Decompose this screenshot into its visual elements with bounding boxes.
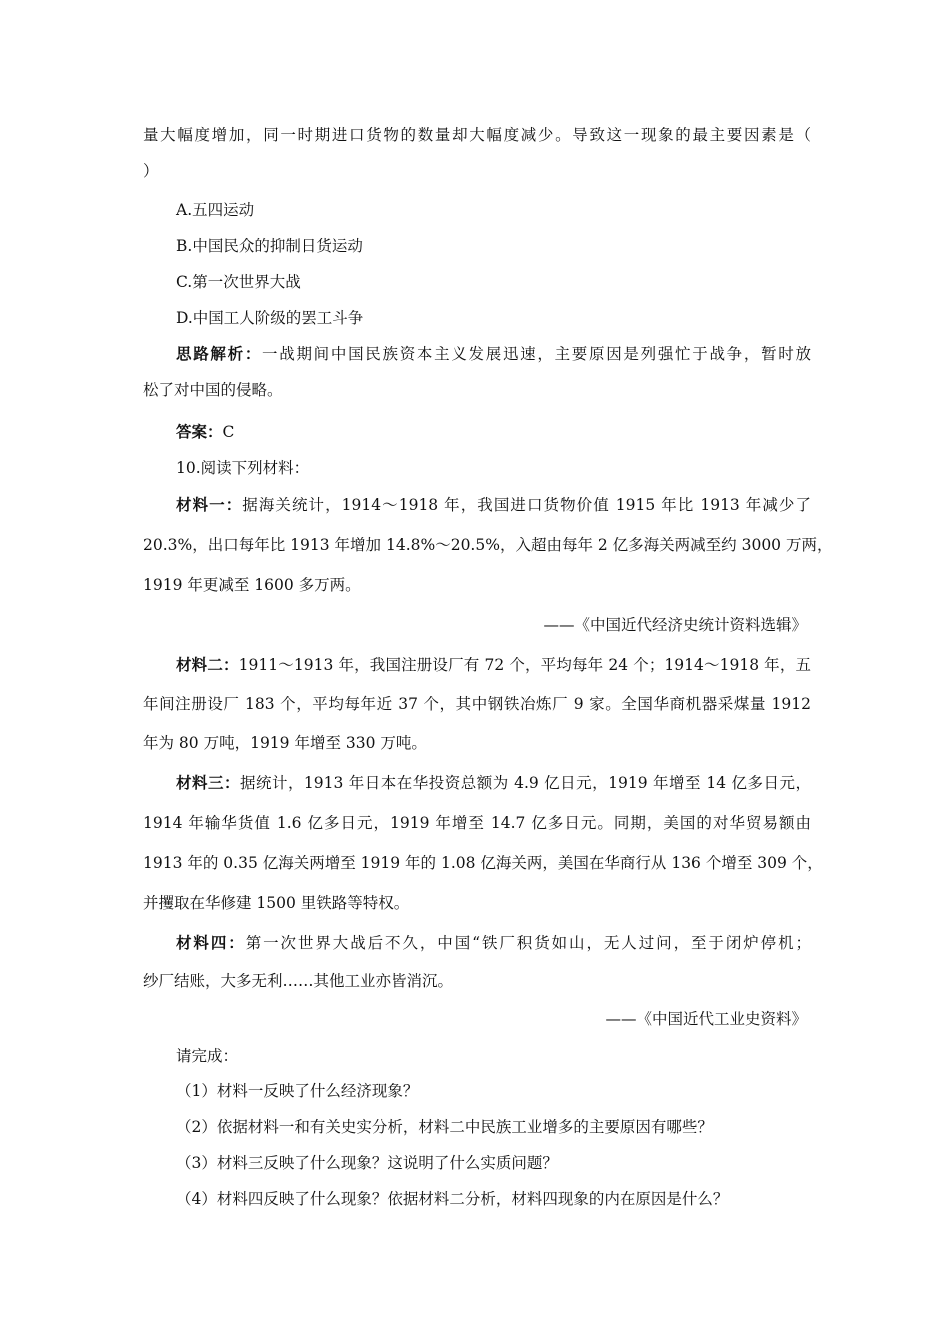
- analysis-text: 松了对中国的侵略。: [143, 381, 283, 399]
- material-2-line: [176, 654, 811, 676]
- material-3-line: 1914 年输华货值 1.6 亿多日元，1919 年增至 14.7 亿多日元。同期，美国的对华贸易额由: [143, 814, 811, 832]
- question-stem-line: ）: [143, 162, 159, 180]
- subquestion-4: （4）材料四反映了什么现象？依据材料二分析，材料四现象的内在原因是什么？: [176, 1190, 729, 1208]
- answer-label: 答案：: [176, 422, 223, 441]
- material-2-line: 年间注册设厂 183 个，平均每年近 37 个，其中钢铁冶炼厂 9 家。全国华商机器采煤量 1912: [143, 695, 811, 713]
- material-1-label: 材料一：: [176, 495, 243, 514]
- option-d: D.中国工人阶级的罢工斗争: [176, 309, 364, 327]
- question-10-intro: 10.阅读下列材料：: [176, 459, 310, 477]
- subquestion-2: （2）依据材料一和有关史实分析，材料二中民族工业增多的主要原因有哪些？: [176, 1118, 713, 1136]
- analysis-text: 一战期间中国民族资本主义发展迅速，主要原因是列强忙于战争，暂时放: [262, 345, 811, 363]
- subquestion-1: （1）材料一反映了什么经济现象？: [176, 1082, 419, 1100]
- material-3-text: 据统计，1913 年日本在华投资总额为 4.9 亿日元，1919 年增至 14 亿多日元，: [239, 774, 811, 792]
- material-4-label: 材料四：: [176, 933, 246, 952]
- material-2-line: 年为 80 万吨，1919 年增至 330 万吨。: [143, 734, 427, 752]
- material-1-text: 据海关统计，1914～1918 年，我国进口货物价值 1915 年比 1913 年减少了: [242, 496, 811, 514]
- answer-line: [176, 421, 811, 443]
- option-b: B.中国民众的抑制日货运动: [176, 237, 363, 255]
- material-4-line: 纱厂结账，大多无利……其他工业亦皆消沉。: [143, 972, 454, 990]
- answer-value: C: [222, 423, 235, 441]
- analysis-paragraph: [176, 343, 811, 365]
- material-2-label: 材料二：: [176, 655, 239, 674]
- analysis-label: 思路解析：: [176, 344, 263, 363]
- material-4-source: ——《中国近代工业史资料》: [605, 1010, 807, 1028]
- material-3-line: 1913 年的 0.35 亿海关两增至 1919 年的 1.08 亿海关两，美国在华商行从 136 个增至 309 个，: [143, 854, 823, 872]
- subquestion-3: （3）材料三反映了什么现象？这说明了什么实质问题？: [176, 1154, 558, 1172]
- option-a: A.五四运动: [176, 201, 255, 219]
- material-1-source: ——《中国近代经济史统计资料选辑》: [543, 616, 807, 634]
- material-1-line: [176, 494, 811, 516]
- question-stem-line: 量大幅度增加，同一时期进口货物的数量却大幅度减少。导致这一现象的最主要因素是（: [143, 126, 811, 144]
- option-c: C.第一次世界大战: [176, 273, 301, 291]
- prompt-text: 请完成：: [176, 1047, 239, 1065]
- material-2-text: 1911～1913 年，我国注册设厂有 72 个，平均每年 24 个；1914～1918 年，五: [238, 656, 811, 674]
- material-4-text: 第一次世界大战后不久，中国“铁厂积货如山，无人过问，至于闭炉停机；: [245, 934, 811, 952]
- material-3-line: 并攫取在华修建 1500 里铁路等特权。: [143, 894, 410, 912]
- material-4-line: [176, 932, 811, 954]
- material-1-line: 20.3%，出口每年比 1913 年增加 14.8%～20.5%，入超由每年 2 亿多海关两减至约 3000 万两，: [143, 536, 833, 554]
- material-3-line: [176, 772, 811, 794]
- material-3-label: 材料三：: [176, 773, 240, 792]
- material-1-line: 1919 年更减至 1600 多万两。: [143, 576, 361, 594]
